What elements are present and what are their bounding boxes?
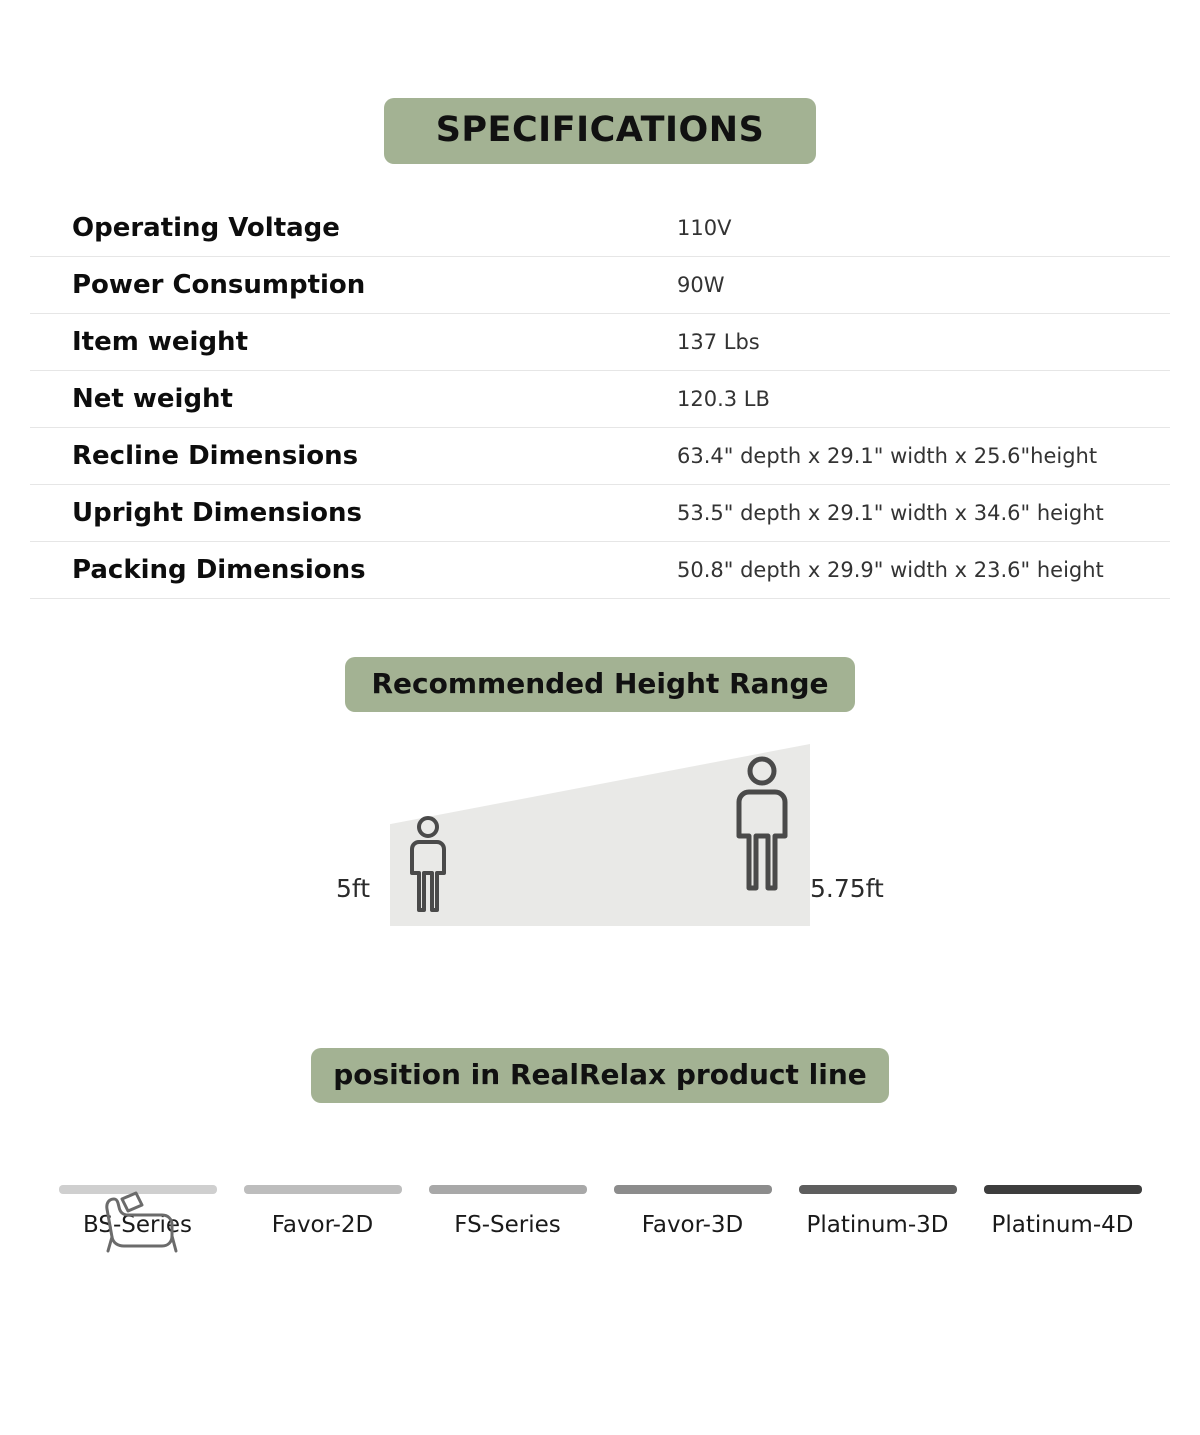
spec-label: Net weight — [72, 384, 233, 414]
table-row — [30, 314, 1170, 371]
list-item — [240, 1185, 405, 1238]
product-bar — [429, 1185, 587, 1194]
spec-label: Operating Voltage — [72, 213, 340, 243]
spec-value: 53.5" depth x 29.1" width x 34.6" height — [677, 501, 1104, 525]
spec-value: 110V — [677, 216, 732, 240]
spec-label: Power Consumption — [72, 270, 366, 300]
person-small-icon — [405, 814, 451, 914]
table-row — [30, 542, 1170, 599]
massage-chair-icon — [92, 1185, 188, 1263]
height-range-title: Recommended Height Range — [345, 657, 854, 712]
product-line-chart — [0, 1185, 1200, 1238]
product-label: FS-Series — [454, 1212, 561, 1238]
spec-value: 137 Lbs — [677, 330, 760, 354]
list-item — [425, 1185, 590, 1238]
person-large-icon — [731, 754, 793, 894]
table-row — [30, 200, 1170, 257]
height-min-label: 5ft — [336, 874, 371, 903]
table-row — [30, 371, 1170, 428]
height-range-title-row — [0, 657, 1200, 712]
product-label: Favor-2D — [271, 1212, 374, 1238]
table-row — [30, 428, 1170, 485]
product-bar — [614, 1185, 772, 1194]
product-bar — [799, 1185, 957, 1194]
specifications-table-body — [30, 200, 1170, 599]
spec-value: 90W — [677, 273, 725, 297]
list-item — [980, 1185, 1145, 1238]
height-range-diagram — [0, 736, 1200, 966]
product-bar — [984, 1185, 1142, 1194]
product-bar — [244, 1185, 402, 1194]
spec-label: Upright Dimensions — [72, 498, 363, 528]
spec-label: Item weight — [72, 327, 248, 357]
spec-value: 120.3 LB — [677, 387, 770, 411]
product-label: Platinum-4D — [991, 1212, 1134, 1238]
specifications-title: SPECIFICATIONS — [384, 98, 817, 164]
list-item — [795, 1185, 960, 1238]
table-row — [30, 257, 1170, 314]
table-row — [30, 485, 1170, 542]
product-line-title: position in RealRelax product line — [311, 1048, 889, 1103]
spec-value: 50.8" depth x 29.9" width x 23.6" height — [677, 558, 1104, 582]
product-label: Favor-3D — [641, 1212, 744, 1238]
product-label: Platinum-3D — [806, 1212, 949, 1238]
product-label: BS-Series — [82, 1212, 192, 1238]
spec-label: Recline Dimensions — [72, 441, 359, 471]
spec-value: 63.4" depth x 29.1" width x 25.6"height — [677, 444, 1098, 468]
list-item — [610, 1185, 775, 1238]
specifications-title-row — [0, 98, 1200, 164]
height-max-label: 5.75ft — [810, 874, 884, 903]
product-line-title-row — [0, 1048, 1200, 1103]
spec-label: Packing Dimensions — [72, 555, 366, 585]
specifications-table — [30, 200, 1170, 599]
